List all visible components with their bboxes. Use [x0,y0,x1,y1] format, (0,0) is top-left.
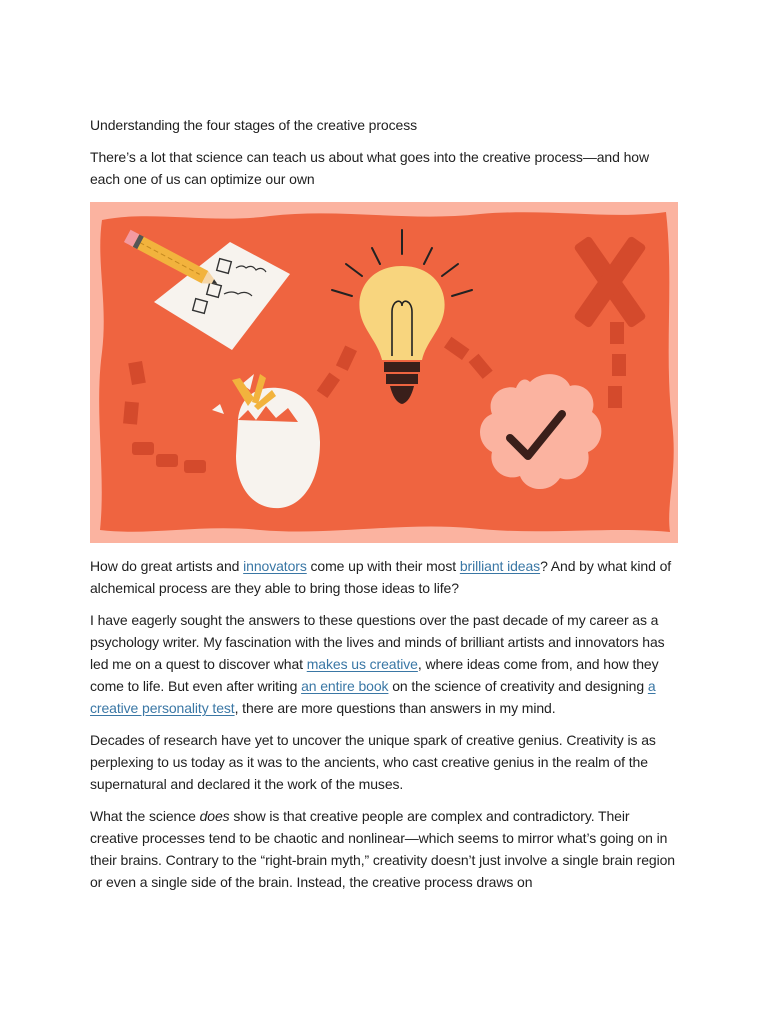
article-title: Understanding the four stages of the creative process [90,117,418,133]
emphasis: does [199,808,230,824]
paragraph-1 [90,555,680,599]
text-span: show is that creative people are complex and contradictory. Their creative processes tend to be chaotic and nonlinear—which seems to mirror what’s going on in their brains. Contrary to the “right-brain myth,” creativity doesn’t just involve a single brain region or even a single side of the brain. Instead, the creative process draws on [90,808,675,890]
article-subtitle: There’s a lot that science can teach us about what goes into the creative process—and how each one of us can optimize our own [90,149,649,187]
article [90,114,680,903]
text-span: , where ideas come from, and how they come to life. But even after writing [90,656,659,694]
link-innovators[interactable]: innovators [243,558,307,574]
text-span: I have eagerly sought the answers to these questions over the past decade of my career as a psychology writer. My fascination with the lives and minds of brilliant artists and innovators has led me on a quest to discover what [90,612,665,672]
text-span: What the science [90,808,200,824]
paragraph-4 [90,805,680,893]
text-span: on the science of creativity and designing [388,678,648,694]
text-span: , there are more questions than answers in my mind. [234,700,556,716]
link-makes-us-creative[interactable]: makes us creative [306,656,418,672]
link-brilliant-ideas[interactable]: brilliant ideas [459,558,541,574]
text-span: ? And by what kind of alchemical process are they able to bring those ideas to life? [90,558,672,596]
paragraph-2 [90,609,680,719]
link-an-entire-book[interactable]: an entire book [301,678,389,694]
paragraph-3: Decades of research have yet to uncover the unique spark of creative genius. Creativity is as perplexing to us today as it was to the ancients, who cast creative genius in the realm of the supernatural and declared it the work of the muses. [90,732,656,792]
link-creative-personality-test[interactable]: a creative personality test [90,678,656,716]
check-badge-icon [480,374,601,489]
text-span: come up with their most [306,558,460,574]
hero-illustration [90,202,678,543]
text-span: How do great artists and [90,558,244,574]
